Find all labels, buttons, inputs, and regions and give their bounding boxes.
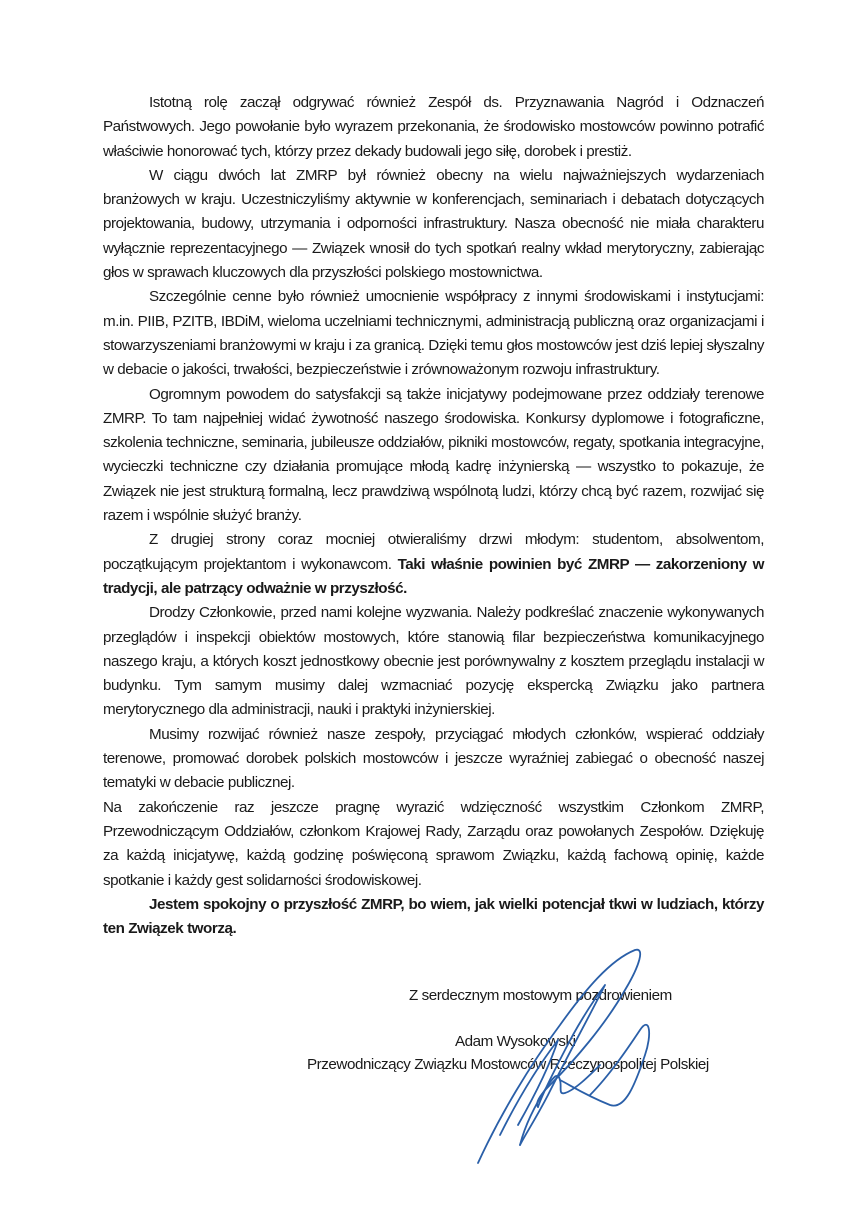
paragraph-text: Drodzy Członkowie, przed nami kolejne wyzwania. Należy podkreślać znaczenie wykonywanych przeglądów i inspekcji obiektów mostowych, które stanowią filar bezpieczeństwa komunikacyjnego naszego kraju, a których koszt jednostkowy obecnie jest porównywalny z kosztem przeglądu instalacji w budynku. Tym samym musimy dalej wzmacniać pozycję ekspercką Związku jako partnera merytorycznego dla administracji, nauki i praktyki inżynierskiej. (103, 604, 764, 719)
signer-title: Przewodniczący Związku Mostowców Rzeczypospolitej Polskiej (307, 1056, 709, 1073)
paragraph-conclusion (103, 893, 764, 942)
signer-name: Adam Wysokowski (455, 1033, 576, 1050)
paragraph-text: Istotną rolę zaczął odgrywać również Zespół ds. Przyznawania Nagród i Odznaczeń Państwowych. Jego powołanie było wyrazem przekonania, że środowisko mostowców powinno potrafić właściwie honorować tych, którzy przez dekady budowali jego siłę, dorobek i prestiż. (103, 94, 764, 160)
closing-greeting: Z serdecznym mostowym pozdrowieniem (409, 987, 672, 1004)
paragraph-branches (103, 383, 764, 529)
paragraph-text: Szczególnie cenne było również umocnienie współpracy z innymi środowiskami i instytucjami: m.in. PIIB, PZITB, IBDiM, wieloma uczelniami technicznymi, administracją publiczną oraz organizacjami i stowarzyszeniami branżowymi w kraju i za granicą. Dzięki temu głos mostowców jest dziś lepiej słyszalny w debacie o jakości, trwałości, bezpieczeństwie i zrównoważonym rozwoju infrastruktury. (103, 288, 764, 379)
paragraph-text: W ciągu dwóch lat ZMRP był również obecny na wielu najważniejszych wydarzeniach branżowych w kraju. Uczestniczyliśmy aktywnie w konferencjach, seminariach i debatach dotyczących projektowania, budowy, utrzymania i odporności infrastruktury. Nasza obecność nie miała charakteru wyłącznie reprezentacyjnego — Związek wnosił do tych spotkań realny wkład merytoryczny, zabierając głos w sprawach kluczowych dla przyszłości polskiego mostownictwa. (103, 166, 764, 282)
paragraph-develop (103, 723, 764, 796)
paragraph-text: Na zakończenie raz jeszcze pragnę wyrazić wdzięczność wszystkim Członkom ZMRP, Przewodniczącym Oddziałów, członkom Krajowej Rady, Zarządu oraz powołanych Zespołów. Dziękuję za każdą inicjatywę, każdą godzinę poświęconą sprawom Związku, każdą fachową opinię, każde spotkanie i każdy gest solidarności środowiskowej. (103, 798, 764, 889)
letter-body (103, 91, 764, 941)
paragraph-text: Z drugiej strony coraz mocniej otwieraliśmy drzwi młodym: studentom, absolwentom, początkującym projektantom i wykonawcom. (103, 531, 764, 573)
signature-icon (440, 945, 670, 1175)
paragraph-young (103, 528, 764, 601)
paragraph-text: Musimy rozwijać również nasze zespoły, przyciągać młodych członków, wspierać oddziały terenowe, promować dorobek polskich mostowców i jeszcze wyraźniej zabiegać o obecność naszej tematyki w debacie publicznej. (103, 725, 764, 792)
paragraph-bold-text: Taki właśnie powinien być ZMRP — zakorzeniony w tradycji, ale patrzący odważnie w przyszłość. (103, 555, 765, 597)
paragraph-challenges (103, 601, 764, 722)
paragraph-awards-team (103, 91, 764, 164)
paragraph-text: Ogromnym powodem do satysfakcji są także inicjatywy podejmowane przez oddziały terenowe ZMRP. To tam najpełniej widać żywotność naszego środowiska. Konkursy dyplomowe i fotograficzne, szkolenia techniczne, seminaria, jubileusze oddziałów, pikniki mostowców, regaty, spotkania integracyjne, wycieczki techniczne czy działania promujące młodą kadrę inżynierską — wszystko to pokazuje, że Związek nie jest strukturą formalną, lecz prawdziwą wspólnotą ludzi, którzy chcą być razem, rozwijać się razem i wspólnie służyć branży. (103, 385, 764, 525)
paragraph-thanks (103, 796, 764, 893)
paragraph-events (103, 164, 764, 285)
paragraph-cooperation (103, 285, 764, 382)
paragraph-bold-text: Jestem spokojny o przyszłość ZMRP, bo wiem, jak wielki potencjał tkwi w ludziach, którzy ten Związek tworzą. (103, 895, 764, 938)
